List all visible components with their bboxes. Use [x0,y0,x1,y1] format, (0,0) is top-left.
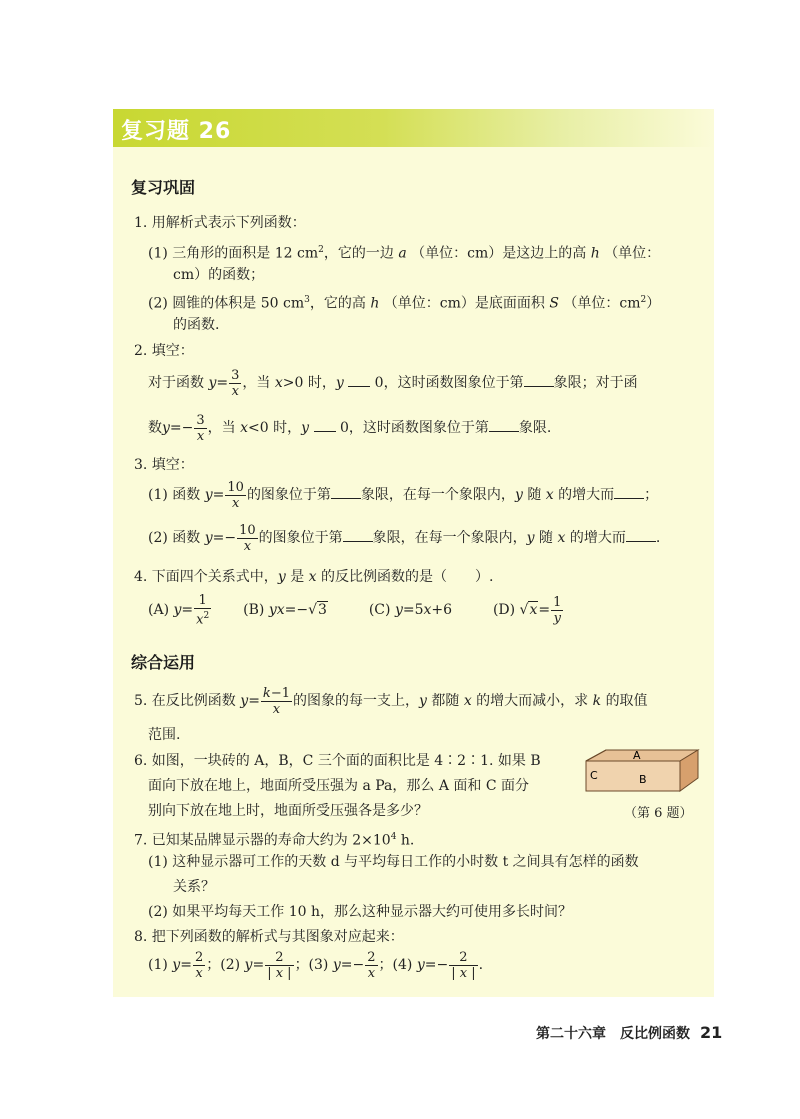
brick-face-c-label: C [590,769,598,782]
q1-part1-line1: (1) 三角形的面积是 12 $cm^2$，它的一边 a （单位：cm）是这边上的高 h （单位： [148,245,661,262]
q1-part2-line2: 的函数. [173,317,220,333]
chapter-title: 第二十六章 反比例函数 [536,1026,690,1042]
option-c: (C) y=5x+6 [368,602,453,619]
figure-caption: （第 6 题） [624,806,693,821]
q5-line1: 5. 在反比例函数 y= $\frac{k-1}{x}$ 的图象的每一支上，y 都随 x 的增大而减小，求 k 的取值 [134,685,648,717]
q7-stem: 7. 已知某品牌显示器的寿命大约为 $2\times 10^4$ h. [134,832,415,849]
page-number: 21 [700,1023,723,1042]
q6-line2: 面向下放在地上，地面所受压强为 a Pa，那么 A 面和 C 面分 [148,778,530,794]
q6-line3: 别向下放在地上时，地面所受压强各是多少？ [148,803,428,819]
q8-stem: 8. 把下列函数的解析式与其图象对应起来： [134,929,404,945]
brick-figure [583,747,703,799]
brick-face-a-label: A [633,749,641,762]
q1-part1-line2: cm）的函数； [173,267,265,283]
q8-functions: (1) y= $\frac{2}{x}$ ；(2) y= $\frac{2}{| x |}$ ；(3) y=− $\frac{2}{x}$ ；(4) y=− $\frac{2}{| x |}$ . [148,949,484,981]
section-title-application: 综合运用 [131,653,196,672]
option-d: (D) √x= $\frac{1}{y}$ [492,594,562,626]
q3-part2: (2) 函数 y=− $\frac{10}{x}$ 的图象位于第 象限，在每一个象限内，y 随 x 的增大而 . [148,522,661,554]
q4-options [148,593,564,627]
q3-stem: 3. 填空： [134,457,194,473]
brick-face-b-label: B [639,773,647,786]
page-footer [536,1023,722,1043]
q4-stem: 4. 下面四个关系式中，y 是 x 的反比例函数的是（ ）. [134,569,494,585]
q6-line1: 6. 如图，一块砖的 A，B，C 三个面的面积比是 4∶2∶1. 如果 B [134,753,541,769]
q3-part1: (1) 函数 y= $\frac{10}{x}$ 的图象位于第 象限，在每一个象限内，y 随 x 的增大而 ； [148,479,659,511]
q1-stem: 1. 用解析式表示下列函数： [134,215,306,231]
q2-stem: 2. 填空： [134,343,194,359]
q1-part2-line1: (2) 圆锥的体积是 50 $cm^3$，它的高 h （单位：cm）是底面面积 S （单位：$cm^2$） [148,295,661,312]
q5-line2: 范围. [148,727,181,743]
q2-line2: 数y=− $\frac{3}{x}$ ，当 x<0 时，y 0，这时函数图象位于第 象限. [148,412,552,444]
q7-part2: (2) 如果平均每天工作 10 h，那么这种显示器大约可使用多长时间？ [148,904,573,920]
option-b: (B) yx=−√3 [243,602,327,619]
section-title-review: 复习巩固 [131,178,196,197]
q7-part1-line2: 关系？ [173,879,215,895]
q2-line1: 对于函数 y= $\frac{3}{x}$ ，当 x>0 时，y 0，这时函数图象位于第 象限；对于函 [148,367,638,399]
option-a: (A) y= $\frac{1}{x^2}$ [148,593,210,628]
page-title: 复习题 26 [121,119,232,144]
q7-part1-line1: (1) 这种显示器可工作的天数 d 与平均每日工作的小时数 t 之间具有怎样的函数 [148,854,639,870]
